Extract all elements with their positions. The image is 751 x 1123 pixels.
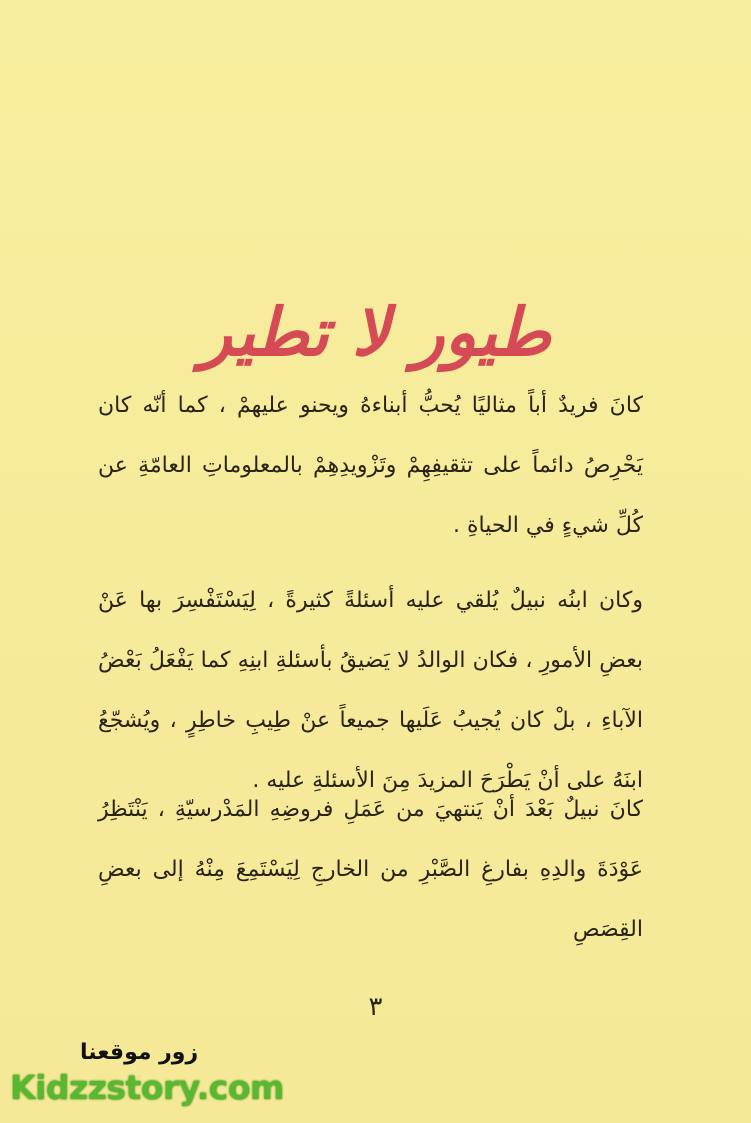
story-paragraph-1: كانَ فريدٌ أباً مثاليًا يُحبُّ أبناءهُ ويحنو عليهمْ ، كما أنّه كان يَحْرِصُ دائماً على تثقيفِهِمْ وتَزْويدِهِمْ بالمعلوماتِ العامّةِ عن كُلِّ شيءٍ في الحياةِ .	[98, 393, 643, 538]
story-paragraph-3: كانَ نبيلٌ بَعْدَ أنْ يَنتهيَ من عَمَلِ فروضِهِ المَدْرسيّةِ ، يَنْتَظِرُ عَوْدَةَ والدِهِ بفارغِ الصَّبْرِ من الخارجِ لِيَسْتَمِعَ مِنْهُ إلى بعضِ القِصَصِ	[98, 797, 643, 942]
watermark-site-name: Kidzzstory.com	[10, 1068, 284, 1107]
page-number: ٣	[368, 992, 383, 1022]
story-paragraph-2: وكان ابنُه نبيلٌ يُلقي عليه أسئلةً كثيرةً ، لِيَسْتَفْسِرَ بها عَنْ بعضِ الأمورِ ، فكان الوالدُ لا يَضيقُ بأسئلةِ ابنِهِ كما يَفْعَلُ بَعْضُ الآباءِ ، بلْ كان يُجيبُ عَلَيها جميعاً عنْ طِيبِ خاطِرٍ ، ويُشجّعُ ابنَهُ على أنْ يَطْرَحَ المزيدَ مِنَ الأسئلةِ عليه .	[98, 588, 643, 793]
watermark-visit-text: زور موقعنا	[80, 1040, 199, 1065]
site-watermark	[10, 1040, 284, 1115]
story-title: طيور لا تطير	[200, 293, 551, 372]
